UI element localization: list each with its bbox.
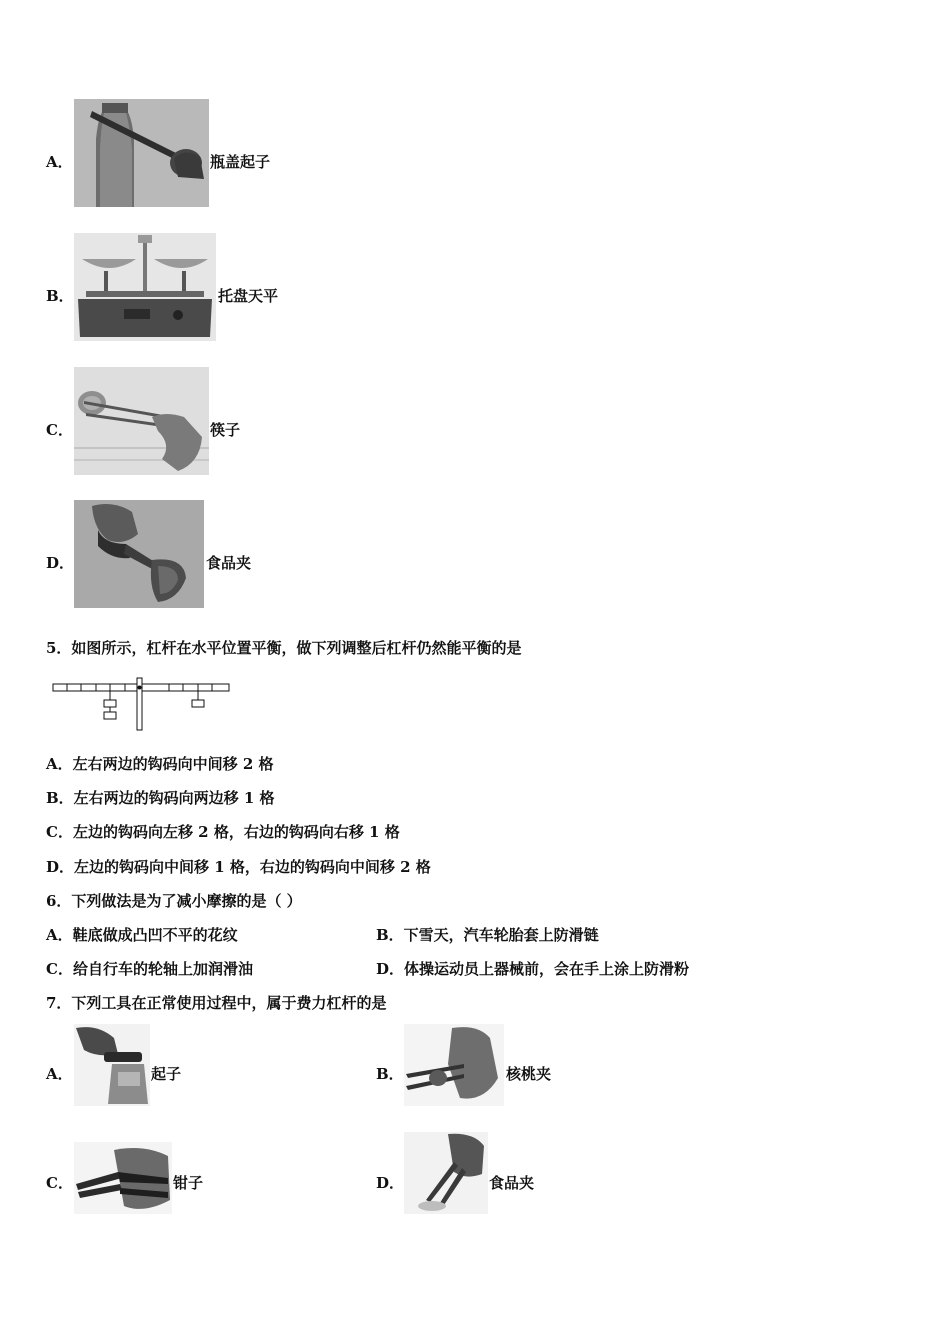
q5-option-d[interactable]: D．左边的钩码向中间移 1 格，右边的钩码向中间移 2 格 [46, 858, 431, 876]
q5-option-b[interactable]: B．左右两边的钩码向两边移 1 格 [46, 789, 275, 807]
option-caption: 钳子 [173, 1174, 204, 1192]
q6-option-a[interactable]: A．鞋底做成凸凹不平的花纹 [46, 926, 238, 944]
left-weights [104, 691, 116, 719]
fulcrum-support [137, 678, 142, 730]
option-caption: 食品夹 [489, 1174, 535, 1192]
option-caption: 瓶盖起子 [210, 153, 271, 171]
option-letter: B． [46, 287, 74, 305]
option-letter: D． [46, 554, 75, 572]
right-weight [192, 691, 204, 707]
q6-option-c[interactable]: C．给自行车的轮轴上加润滑油 [46, 960, 253, 978]
q6-option-b[interactable]: B．下雪天，汽车轮胎套上防滑链 [376, 926, 599, 944]
food-tongs-photo [74, 500, 204, 608]
opener-photo [74, 1024, 150, 1106]
tongs-photo [404, 1132, 488, 1214]
nutcracker-photo [404, 1024, 504, 1106]
lever-diagram [52, 676, 230, 732]
option-letter: A． [46, 153, 73, 171]
q6-option-d[interactable]: D．体操运动员上器械前，会在手上涂上防滑粉 [376, 960, 690, 978]
option-caption: 食品夹 [206, 554, 252, 572]
option-letter: B． [376, 1065, 404, 1083]
option-letter: A． [46, 1065, 73, 1083]
question-5-stem: 5．如图所示，杠杆在水平位置平衡，做下列调整后杠杆仍然能平衡的是 [46, 639, 522, 657]
q5-option-a[interactable]: A．左右两边的钩码向中间移 2 格 [46, 755, 274, 773]
option-caption: 核桃夹 [506, 1065, 552, 1083]
question-7-stem: 7．下列工具在正常使用过程中，属于费力杠杆的是 [46, 994, 387, 1012]
option-letter: C． [46, 421, 73, 439]
bottle-opener-photo [74, 99, 209, 207]
option-caption: 托盘天平 [218, 287, 279, 305]
option-caption: 起子 [151, 1065, 182, 1083]
option-letter: D． [376, 1174, 405, 1192]
q5-option-c[interactable]: C．左边的钩码向左移 2 格，右边的钩码向右移 1 格 [46, 823, 400, 841]
question-6-stem: 6．下列做法是为了减小摩擦的是（ ） [46, 892, 302, 910]
pliers-photo [74, 1142, 172, 1214]
option-caption: 筷子 [210, 421, 241, 439]
chopsticks-photo [74, 367, 209, 475]
balance-photo [74, 233, 216, 341]
option-letter: C． [46, 1174, 73, 1192]
